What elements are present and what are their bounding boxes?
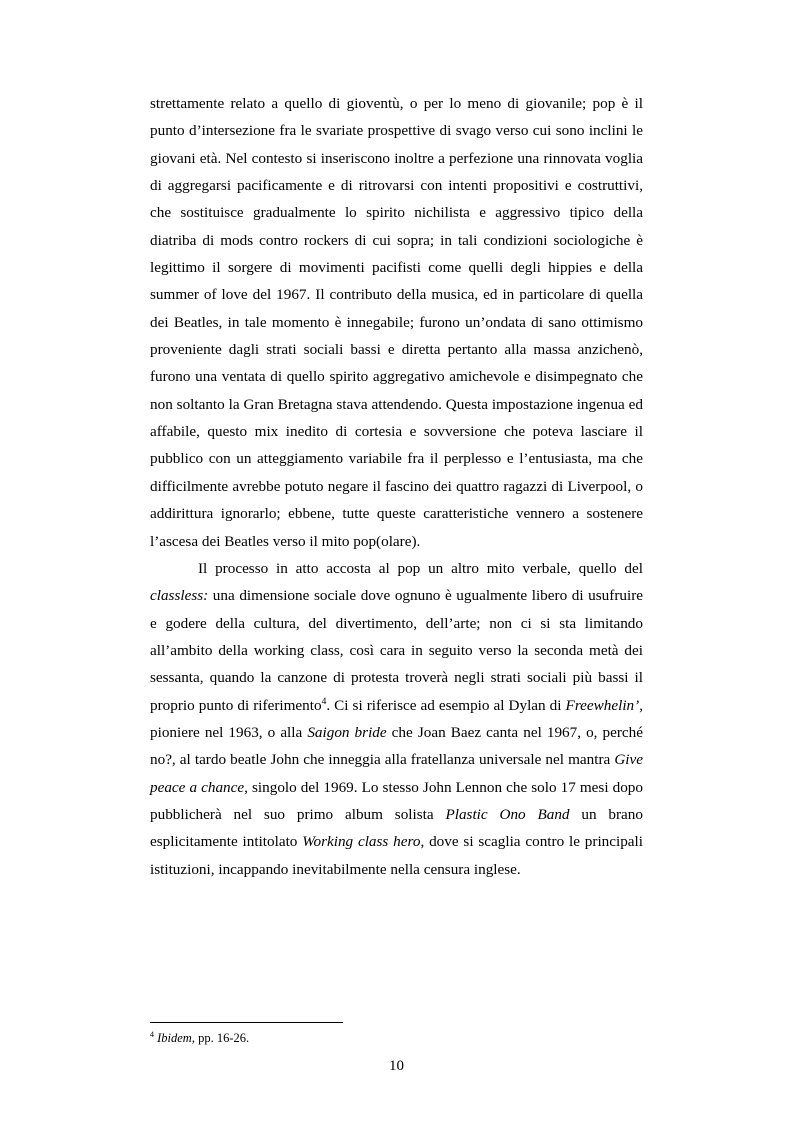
text-run: . Ci si riferisce ad esempio al Dylan di	[326, 696, 566, 714]
footnote-marker: 4	[150, 1030, 154, 1039]
text-run: Il processo in atto accosta al pop un altro mito verbale, quello del	[198, 559, 643, 577]
body-text	[150, 90, 643, 883]
text-run: una dimensione sociale dove ognuno è ugualmente libero di usufruire e godere della cultura, del divertimento, dell’arte; non ci si sta limitando all’ambito della working class, così cara in seguito verso la seconda metà dei sessanta, quando la canzone di protesta troverà negli strati sociali più bassi il proprio punto di riferimento	[150, 587, 643, 714]
text-run: che Joan Baez canta nel 1967, o, perché no?, al tardo beatle John che inneggia alla fratellanza universale nel mantra	[150, 723, 643, 769]
footnote	[150, 1030, 643, 1046]
footnote-reference[interactable]: 4	[321, 696, 327, 707]
italic-title-freewhelin: Freewhelin’	[565, 696, 640, 714]
text-run: un brano esplicitamente intitolato	[150, 805, 643, 851]
text-run: , dove si scaglia contro le principali istituzioni, incappando inevitabilmente nella censura inglese.	[150, 833, 643, 878]
text-run: strettamente relato a quello di gioventù, o per lo meno di giovanile; pop è il punto d’intersezione fra le svariate prospettive di svago verso cui sono inclini le giovani età. Nel contesto si inseriscono inoltre a perfezione una rinnovata voglia di aggregarsi pacificamente e di ritrovarsi con intenti propositivi e costruttivi, che sostituisce gradualmente lo spirito nichilista e aggressivo tipico della diatriba di mods contro rockers di cui sopra; in tali condizioni sociologiche è legittimo il sorgere di movimenti pacifisti come quelli degli hippies e della summer of love del 1967. Il contributo della musica, ed in particolare di quella dei Beatles, in tale momento è innegabile; furono un’ondata di sano ottimismo proveniente dagli strati sociali bassi e diretta pertanto alla massa anzichenò, furono una ventata di quello spirito aggregativo amichevole e disimpegnato che non soltanto la Gran Bretagna stava attendendo. Questa impostazione ingenua ed affabile, questo mix inedito di cortesia e sovversione che poteva lasciare il pubblico con un atteggiamento variabile fra il perplesso e l’entusiasta, ma che difficilmente avrebbe potuto negare il fascino dei quattro ragazzi di Liverpool, o addirittura ignorarlo; ebbene, tutte queste caratteristiche vennero a sostenere l’ascesa dei Beatles verso il mito pop(olare).	[150, 95, 643, 550]
italic-term-classless: classless:	[150, 587, 209, 605]
italic-title-working-class-hero: Working class hero	[302, 833, 421, 851]
paragraph	[150, 555, 643, 883]
text-run: , singolo del 1969. Lo stesso John Lennon che solo 17 mesi dopo pubblicherà nel suo primo album solista	[150, 778, 643, 823]
italic-title-saigon-bride: Saigon bride	[307, 723, 387, 741]
footnote-title: Ibidem	[157, 1031, 192, 1045]
italic-title-plastic-ono-band: Plastic Ono Band	[445, 805, 570, 823]
page-number: 10	[389, 1058, 404, 1074]
footnote-text: , pp. 16-26.	[191, 1031, 250, 1045]
italic-title-give-peace-a-chance: Give peace a chance	[150, 751, 643, 796]
footnote-separator	[150, 1022, 343, 1023]
text-run: , pioniere nel 1963, o alla	[150, 696, 644, 741]
paragraph	[150, 90, 643, 555]
